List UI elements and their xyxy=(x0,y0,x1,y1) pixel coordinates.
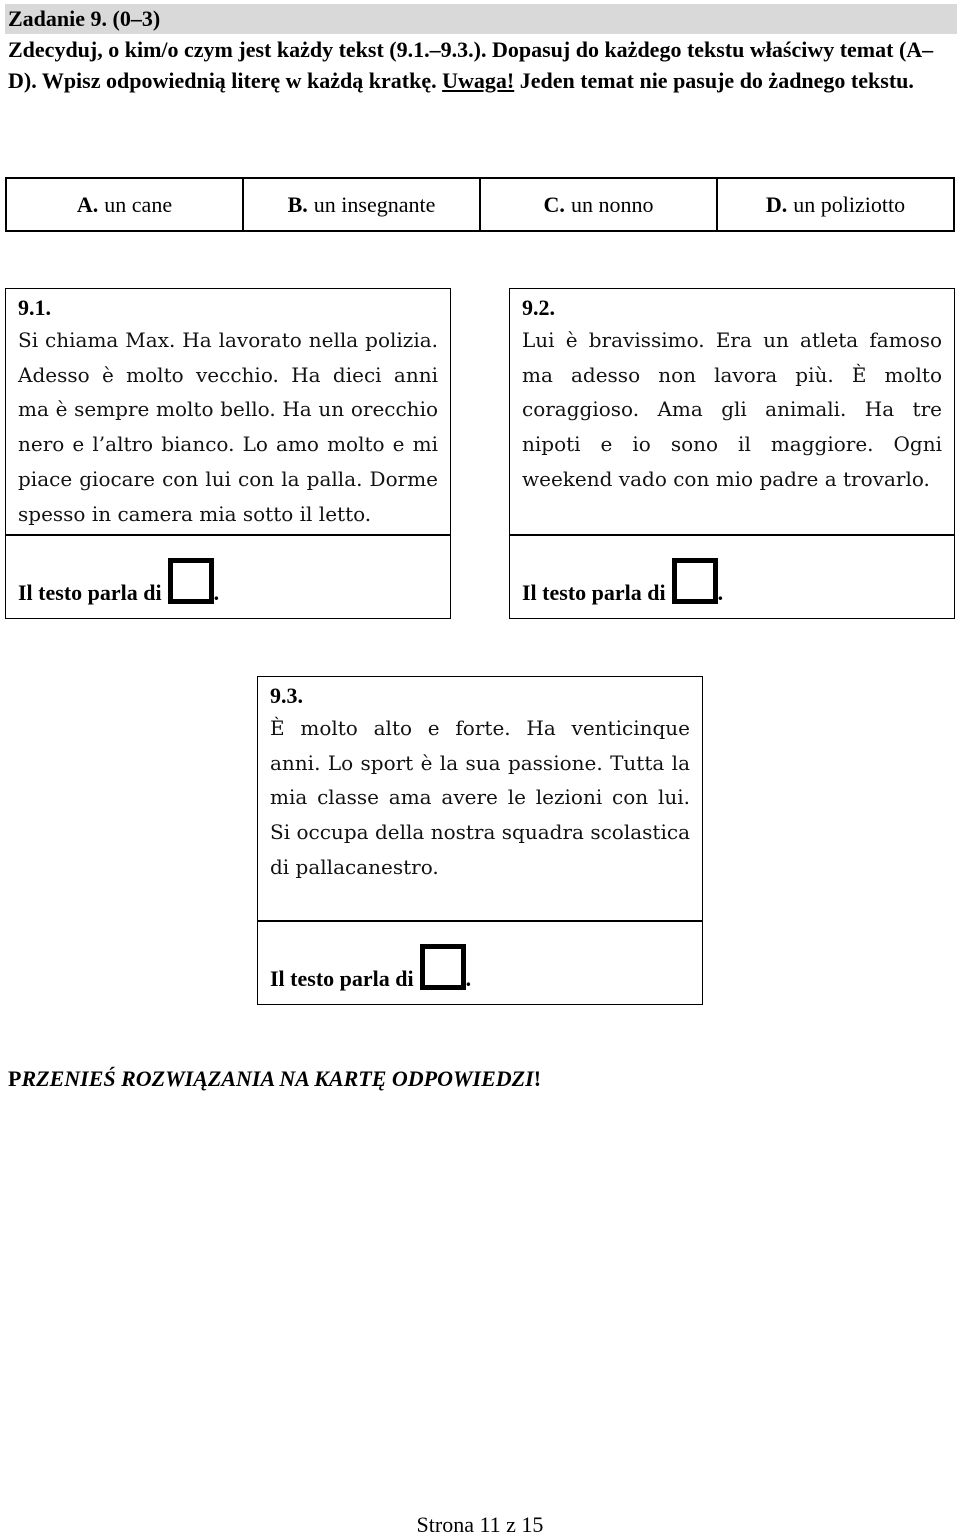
text-passage: Lui è bravissimo. Era un atleta famoso ma adesso non lavora più. È molto coraggioso. Ama gli animali. Ha tre nipoti e io sono il maggiore. Ogni weekend vado con mio padre a trovarlo. xyxy=(522,328,942,491)
transfer-note-first: P xyxy=(8,1066,22,1091)
topic-letter: C. xyxy=(543,191,565,217)
answer-label: Il testo parla di xyxy=(18,580,162,605)
topic-letter: A. xyxy=(76,191,99,217)
answer-line xyxy=(510,558,723,618)
topic-d xyxy=(718,179,953,230)
transfer-note-end: ! xyxy=(533,1066,542,1091)
text-passage: È molto alto e forte. Ha venticinque anni. Lo sport è la sua passione. Tutta la mia classe ama avere le lezioni con lui. Si occupa della nostra squadra scolastica di pallacanestro. xyxy=(270,716,690,879)
answer-end: . xyxy=(213,580,220,605)
instruction-warning: Uwaga! xyxy=(442,68,515,93)
answer-line xyxy=(258,944,471,1004)
topic-c xyxy=(481,179,718,230)
answer-box-9-1 xyxy=(5,534,451,619)
topic-label: un poliziotto xyxy=(793,191,906,217)
task-instructions xyxy=(8,34,952,96)
topic-label: un insegnante xyxy=(313,191,436,217)
text-number: 9.1. xyxy=(18,295,51,320)
answer-line xyxy=(6,558,219,618)
text-box-9-3 xyxy=(257,676,703,922)
answer-box-9-3 xyxy=(257,920,703,1005)
task-title: Zadanie 9. (0–3) xyxy=(8,6,161,31)
instruction-part1: Zdecyduj, o kim/o czym jest każdy tekst (9.1.–9.3.). Dopasuj do każdego tekstu właściwy temat (A–D). Wpisz odpowiednią literę w każdą kratkę. xyxy=(8,37,934,93)
answer-end: . xyxy=(717,580,724,605)
answer-label: Il testo parla di xyxy=(270,966,414,991)
instruction-part2: Jeden temat nie pasuje do żadnego tekstu. xyxy=(514,68,914,93)
answer-checkbox[interactable] xyxy=(420,944,466,990)
answer-checkbox[interactable] xyxy=(168,558,214,604)
text-number: 9.3. xyxy=(270,683,303,708)
topic-letter: D. xyxy=(765,191,788,217)
topics-table xyxy=(5,177,955,232)
topic-a xyxy=(7,179,244,230)
answer-checkbox[interactable] xyxy=(672,558,718,604)
topic-b xyxy=(244,179,481,230)
topic-label: un nonno xyxy=(570,191,654,217)
transfer-note xyxy=(8,1066,541,1092)
text-box-9-2 xyxy=(509,288,955,536)
text-passage: Si chiama Max. Ha lavorato nella polizia. Adesso è molto vecchio. Ha dieci anni ma è sempre molto bello. Ha un orecchio nero e l’altro bianco. Lo amo molto e mi piace giocare con lui con la palla. Dorme spesso in camera mia sotto il letto. xyxy=(18,328,438,526)
text-number: 9.2. xyxy=(522,295,555,320)
transfer-note-rest: RZENIEŚ ROZWIĄZANIA NA KARTĘ ODPOWIEDZI xyxy=(21,1066,534,1091)
answer-box-9-2 xyxy=(509,534,955,619)
page-number: Strona 11 z 15 xyxy=(416,1512,544,1537)
answer-label: Il testo parla di xyxy=(522,580,666,605)
topic-letter: B. xyxy=(287,191,308,217)
answer-end: . xyxy=(465,966,472,991)
topic-label: un cane xyxy=(104,191,173,217)
text-box-9-1 xyxy=(5,288,451,536)
